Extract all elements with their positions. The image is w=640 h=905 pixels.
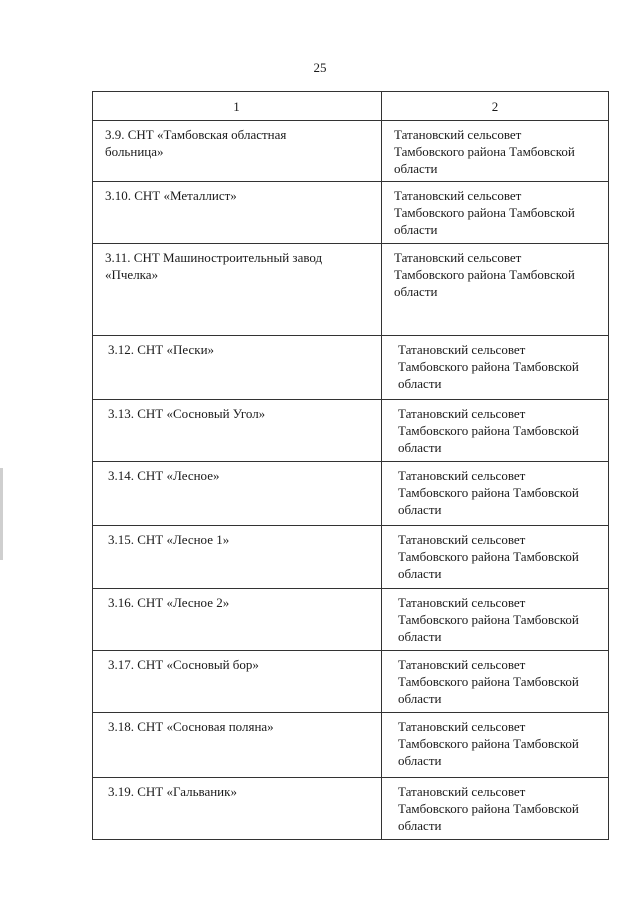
row-location-line: области (394, 222, 438, 237)
table-border-horizontal (92, 777, 609, 778)
row-location-line: области (398, 818, 442, 833)
row-location-line: области (398, 629, 442, 644)
table-border-horizontal (92, 712, 609, 713)
row-location-line: Тамбовского района Тамбовской (398, 801, 579, 816)
row-location-line: Тамбовского района Тамбовской (394, 144, 575, 159)
row-name-line: 3.12. СНТ «Пески» (108, 342, 215, 357)
row-location-line: Татановский сельсовет (398, 595, 526, 610)
table-border-horizontal (92, 650, 609, 651)
page-number: 25 (313, 60, 327, 75)
row-name-line: больница» (105, 144, 164, 159)
row-location-line: Тамбовского района Тамбовской (398, 359, 579, 374)
table-header-col1: 1 (233, 99, 240, 114)
table-border-horizontal (92, 335, 609, 336)
table-header-col2: 2 (491, 99, 499, 114)
row-name-line: 3.14. СНТ «Лесное» (108, 468, 220, 483)
table-border-horizontal (92, 839, 609, 840)
row-name-line: 3.18. СНТ «Сосновая поляна» (108, 719, 274, 734)
row-location-line: области (398, 753, 442, 768)
row-location-line: Татановский сельсовет (398, 784, 526, 799)
row-location-line: области (398, 502, 442, 517)
row-location-line: Тамбовского района Тамбовской (398, 485, 579, 500)
table-border-horizontal (92, 243, 609, 244)
row-location-line: области (394, 284, 438, 299)
row-location-line: области (398, 440, 442, 455)
row-name-line: 3.13. СНТ «Сосновый Угол» (108, 406, 266, 421)
table-border-horizontal (92, 588, 609, 589)
row-location-line: Татановский сельсовет (398, 532, 526, 547)
row-location-line: Тамбовского района Тамбовской (394, 267, 575, 282)
row-location-line: области (398, 691, 442, 706)
row-location-line: области (394, 161, 438, 176)
row-location-line: Татановский сельсовет (398, 468, 526, 483)
row-name-line: 3.9. СНТ «Тамбовская областная (105, 127, 287, 142)
row-location-line: Татановский сельсовет (398, 342, 526, 357)
table-border-vertical (381, 91, 382, 840)
row-location-line: Татановский сельсовет (398, 719, 526, 734)
row-location-line: Тамбовского района Тамбовской (398, 736, 579, 751)
row-location-line: Татановский сельсовет (394, 250, 522, 265)
row-name-line: 3.10. СНТ «Металлист» (105, 188, 237, 203)
row-name-line: 3.16. СНТ «Лесное 2» (108, 595, 230, 610)
row-location-line: Татановский сельсовет (398, 406, 526, 421)
row-location-line: Татановский сельсовет (394, 188, 522, 203)
row-location-line: Тамбовского района Тамбовской (398, 612, 579, 627)
table-border-vertical (92, 91, 93, 840)
row-name-line: 3.19. СНТ «Гальваник» (108, 784, 237, 799)
table-border-vertical (608, 91, 609, 840)
table-border-horizontal (92, 91, 609, 92)
table-border-horizontal (92, 461, 609, 462)
row-location-line: Татановский сельсовет (398, 657, 526, 672)
table-border-horizontal (92, 525, 609, 526)
row-location-line: области (398, 566, 442, 581)
row-location-line: области (398, 376, 442, 391)
scan-edge-mark (0, 468, 3, 560)
table-border-horizontal (92, 399, 609, 400)
row-location-line: Тамбовского района Тамбовской (398, 674, 579, 689)
row-location-line: Тамбовского района Тамбовской (398, 423, 579, 438)
row-location-line: Татановский сельсовет (394, 127, 522, 142)
row-name-line: 3.17. СНТ «Сосновый бор» (108, 657, 259, 672)
settlements-table (92, 91, 609, 840)
row-location-line: Тамбовского района Тамбовской (398, 549, 579, 564)
row-name-line: 3.11. СНТ Машиностроительный завод (105, 250, 323, 265)
row-name-line: 3.15. СНТ «Лесное 1» (108, 532, 230, 547)
row-location-line: Тамбовского района Тамбовской (394, 205, 575, 220)
table-border-horizontal (92, 120, 609, 121)
row-name-line: «Пчелка» (105, 267, 159, 282)
table-border-horizontal (92, 181, 609, 182)
